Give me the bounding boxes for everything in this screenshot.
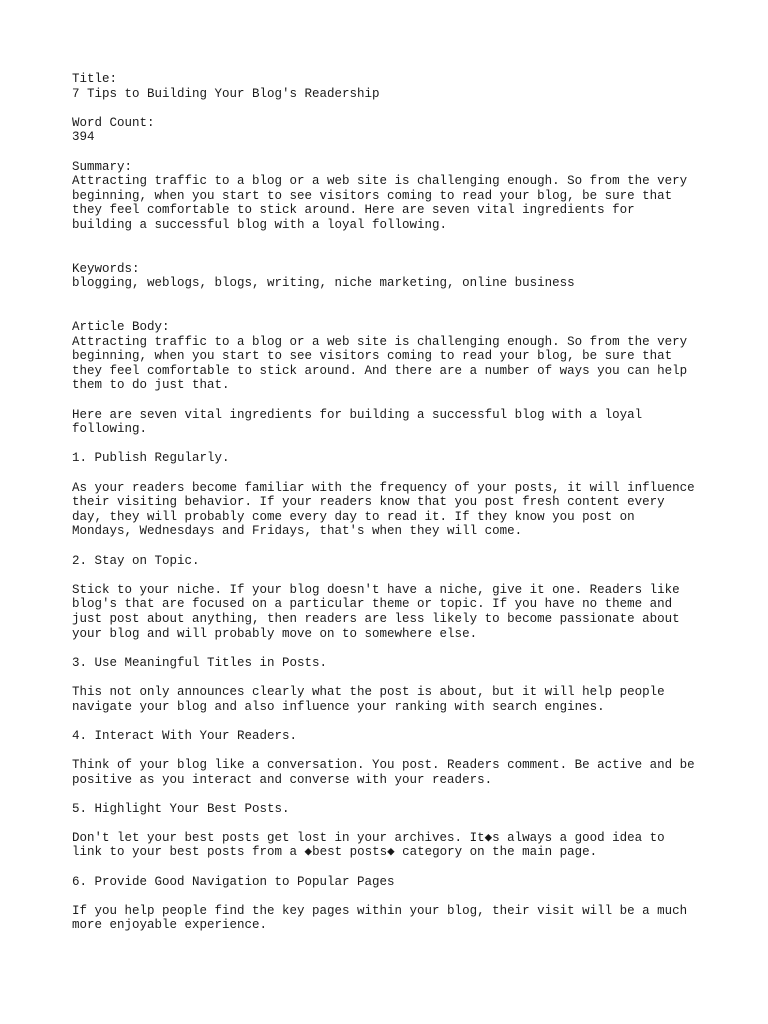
tip-line: day, they will probably come every day to read it. If they know you post on xyxy=(72,509,635,524)
tip-line: As your readers become familiar with the frequency of your posts, it will influence xyxy=(72,480,695,495)
tip-line: just post about anything, then readers are less likely to become passionate about xyxy=(72,611,680,626)
tip-heading: 6. Provide Good Navigation to Popular Pages xyxy=(72,874,395,889)
tip-heading: 1. Publish Regularly. xyxy=(72,451,230,466)
tip-line: positive as you interact and converse with your readers. xyxy=(72,772,493,787)
body-line: following. xyxy=(72,422,148,437)
document-page xyxy=(72,72,722,933)
title-label: Title: xyxy=(72,72,118,86)
summary-line: beginning, when you start to see visitors coming to read your blog, be sure that xyxy=(72,188,673,203)
body-line: they feel comfortable to stick around. And there are a number of ways you can help xyxy=(72,363,688,378)
tip-heading: 5. Highlight Your Best Posts. xyxy=(72,801,290,816)
tip-line: link to your best posts from a ◆best posts◆ category on the main page. xyxy=(72,845,598,860)
word-count-value: 394 xyxy=(72,130,95,145)
tip-line: their visiting behavior. If your readers know that you post fresh content every xyxy=(72,495,665,510)
tip-heading: 3. Use Meaningful Titles in Posts. xyxy=(72,655,328,670)
body-line: Here are seven vital ingredients for building a successful blog with a loyal xyxy=(72,407,643,422)
summary-line: they feel comfortable to stick around. Here are seven vital ingredients for xyxy=(72,203,635,218)
tip-line: Think of your blog like a conversation. You post. Readers comment. Be active and be xyxy=(72,757,695,772)
tip-heading: 2. Stay on Topic. xyxy=(72,553,200,568)
summary-line: building a successful blog with a loyal following. xyxy=(72,217,448,232)
tip-line: Don't let your best posts get lost in your archives. It◆s always a good idea to xyxy=(72,830,665,845)
keywords-label: Keywords: xyxy=(72,261,140,276)
article-body-label: Article Body: xyxy=(72,320,170,335)
tip-line: blog's that are focused on a particular theme or topic. If you have no theme and xyxy=(72,597,673,612)
tip-heading: 4. Interact With Your Readers. xyxy=(72,728,298,743)
tip-line: This not only announces clearly what the post is about, but it will help people xyxy=(72,684,665,699)
body-line: them to do just that. xyxy=(72,378,230,393)
tip-line: more enjoyable experience. xyxy=(72,918,268,933)
document-title: 7 Tips to Building Your Blog's Readership xyxy=(72,86,380,101)
tip-line: Mondays, Wednesdays and Fridays, that's when they will come. xyxy=(72,524,523,539)
tip-line: navigate your blog and also influence your ranking with search engines. xyxy=(72,699,605,714)
body-line: Attracting traffic to a blog or a web site is challenging enough. So from the very xyxy=(72,334,688,349)
body-line: beginning, when you start to see visitors coming to read your blog, be sure that xyxy=(72,349,673,364)
word-count-label: Word Count: xyxy=(72,115,155,130)
keywords-value: blogging, weblogs, blogs, writing, niche marketing, online business xyxy=(72,276,575,291)
tip-line: Stick to your niche. If your blog doesn't have a niche, give it one. Readers like xyxy=(72,582,680,597)
tip-line: your blog and will probably move on to somewhere else. xyxy=(72,626,478,641)
summary-label: Summary: xyxy=(72,159,133,174)
summary-line: Attracting traffic to a blog or a web site is challenging enough. So from the very xyxy=(72,174,688,189)
tip-line: If you help people find the key pages within your blog, their visit will be a much xyxy=(72,903,688,918)
